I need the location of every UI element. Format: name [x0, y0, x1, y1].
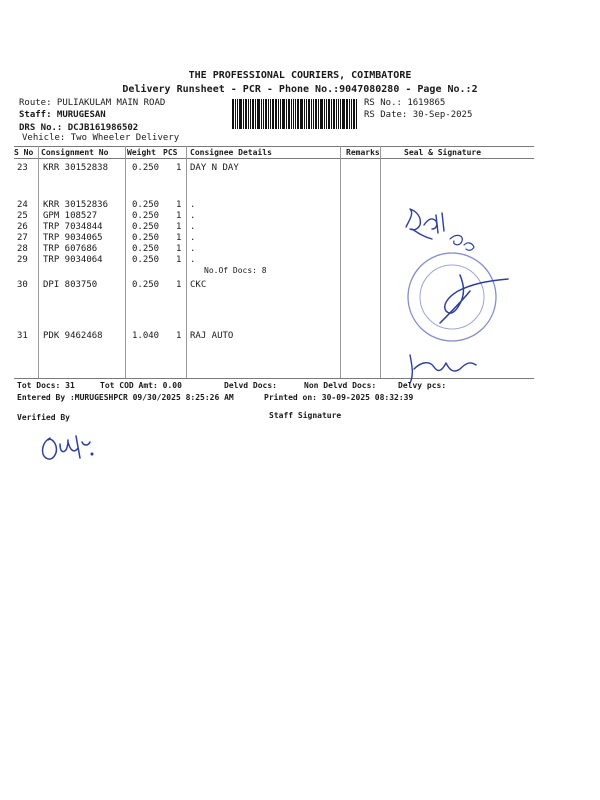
row-sno: 24 — [17, 200, 28, 210]
row-weight: 1.040 — [132, 331, 160, 341]
row-weight: 0.250 — [132, 255, 160, 265]
barcode-bar — [311, 99, 312, 129]
printed-on: Printed on: 30-09-2025 08:32:39 — [264, 393, 414, 402]
header-top-rule — [14, 146, 534, 147]
barcode-bar — [248, 99, 249, 129]
barcode-bar — [245, 99, 247, 129]
barcode-bar — [232, 99, 234, 129]
rs-date: RS Date: 30-Sep-2025 — [364, 110, 473, 120]
non-delivered-docs: Non Delvd Docs: — [304, 381, 377, 390]
row-sno: 27 — [17, 233, 28, 243]
row-weight: 0.250 — [132, 280, 160, 290]
rs-number: RS No.: 1619865 — [364, 98, 446, 108]
row-weight: 0.250 — [132, 244, 160, 254]
barcode-bar — [333, 99, 335, 129]
barcode-bar — [356, 99, 357, 129]
row-consignment: TRP 607686 — [43, 244, 98, 254]
drs-number: DRS No.: DCJB161986502 — [19, 123, 139, 133]
barcode — [232, 99, 360, 129]
barcode-bar — [250, 99, 251, 129]
no-of-docs: No.Of Docs: 8 — [204, 266, 267, 275]
barcode-bar — [324, 99, 325, 129]
delivery-pcs: Delvy pcs: — [398, 381, 447, 390]
col-header-sno: S No — [14, 148, 34, 157]
barcode-bar — [336, 99, 337, 129]
row-consignment: GPM 108527 — [43, 211, 98, 221]
total-docs: Tot Docs: 31 — [17, 381, 75, 390]
row-weight: 0.250 — [132, 233, 160, 243]
barcode-bar — [235, 99, 236, 129]
barcode-bar — [295, 99, 296, 129]
row-pcs: 1 — [176, 211, 182, 221]
row-pcs: 1 — [176, 233, 182, 243]
barcode-bar — [318, 99, 319, 129]
barcode-bar — [282, 99, 285, 129]
barcode-bar — [328, 99, 330, 129]
row-sno: 23 — [17, 163, 28, 173]
header-bottom-rule — [14, 158, 534, 159]
barcode-bar — [306, 99, 307, 129]
barcode-bar — [275, 99, 277, 129]
row-weight: 0.250 — [132, 200, 160, 210]
entered-by: Entered By :MURUGESHPCR 09/30/2025 8:25:26 AM — [17, 393, 234, 402]
barcode-bar — [293, 99, 294, 129]
col-divider — [125, 146, 126, 378]
row-sno: 25 — [17, 211, 28, 221]
barcode-bar — [286, 99, 287, 129]
row-sno: 28 — [17, 244, 28, 254]
row-consignee: . — [190, 255, 196, 265]
barcode-bar — [288, 99, 290, 129]
col-header-consignee: Consignee Details — [190, 148, 272, 157]
row-consignment: TRP 9034064 — [43, 255, 103, 265]
barcode-bar — [300, 99, 303, 129]
row-consignee: CKC — [190, 280, 207, 290]
barcode-bar — [349, 99, 350, 129]
verified-by-label: Verified By — [17, 413, 70, 422]
row-pcs: 1 — [176, 163, 182, 173]
row-weight: 0.250 — [132, 211, 160, 221]
delivered-docs: Delvd Docs: — [224, 381, 277, 390]
row-pcs: 1 — [176, 280, 182, 290]
row-consignment: KRR 30152836 — [43, 200, 109, 210]
row-consignment: KRR 30152838 — [43, 163, 109, 173]
barcode-bar — [261, 99, 262, 129]
col-divider — [38, 146, 39, 378]
barcode-bar — [297, 99, 299, 129]
vehicle-text: Vehicle: Two Wheeler Delivery — [22, 133, 180, 143]
total-cod-amount: Tot COD Amt: 0.00 — [100, 381, 182, 390]
barcode-bar — [243, 99, 244, 129]
barcode-bar — [340, 99, 341, 129]
col-header-pcs: PCS — [163, 148, 178, 157]
row-weight: 0.250 — [132, 222, 160, 232]
company-title: THE PROFESSIONAL COURIERS, COIMBATORE — [188, 70, 412, 81]
barcode-bar — [342, 99, 345, 129]
row-consignment: DPI 803750 — [43, 280, 98, 290]
row-pcs: 1 — [176, 222, 182, 232]
barcode-bar — [272, 99, 274, 129]
barcode-bar — [346, 99, 348, 129]
row-pcs: 1 — [176, 255, 182, 265]
barcode-bar — [331, 99, 332, 129]
barcode-bar — [265, 99, 267, 129]
runsheet-subtitle: Delivery Runsheet - PCR - Phone No.:9047080280 - Page No.:2 — [122, 84, 478, 95]
row-consignee: . — [190, 244, 196, 254]
staff-signature-label: Staff Signature — [269, 411, 342, 420]
row-consignment: TRP 7034844 — [43, 222, 103, 232]
barcode-bar — [315, 99, 317, 129]
barcode-bar — [304, 99, 305, 129]
barcode-bar — [239, 99, 242, 129]
col-header-consignment: Consignment No — [41, 148, 109, 157]
seal-stamp-and-signatures — [380, 195, 540, 390]
staff-text: Staff: MURUGESAN — [19, 110, 106, 120]
row-consignee: . — [190, 222, 196, 232]
barcode-bar — [353, 99, 355, 129]
row-consignee: DAY N DAY — [190, 163, 239, 173]
barcode-bar — [270, 99, 271, 129]
row-consignment: TRP 9034065 — [43, 233, 103, 243]
col-divider — [340, 146, 341, 378]
verified-by-signature — [36, 428, 106, 468]
barcode-bar — [291, 99, 292, 129]
col-divider — [186, 146, 187, 378]
barcode-bar — [268, 99, 269, 129]
row-consignment: PDK 9462468 — [43, 331, 103, 341]
barcode-bar — [263, 99, 264, 129]
row-consignee: . — [190, 233, 196, 243]
barcode-bar — [237, 99, 238, 129]
barcode-bar — [320, 99, 323, 129]
route-text: Route: PULIAKULAM MAIN ROAD — [19, 98, 166, 108]
barcode-bar — [280, 99, 281, 129]
row-consignee: RAJ AUTO — [190, 331, 234, 341]
barcode-bar — [351, 99, 352, 129]
barcode-bar — [257, 99, 260, 129]
col-header-remarks: Remarks — [346, 148, 380, 157]
barcode-bar — [338, 99, 339, 129]
row-consignee: . — [190, 211, 196, 221]
barcode-bar — [278, 99, 279, 129]
row-weight: 0.250 — [132, 163, 160, 173]
col-header-seal: Seal & Signature — [404, 148, 482, 157]
row-sno: 31 — [17, 331, 28, 341]
barcode-bar — [255, 99, 256, 129]
barcode-bar — [252, 99, 254, 129]
row-pcs: 1 — [176, 244, 182, 254]
barcode-bar — [326, 99, 327, 129]
barcode-bar — [308, 99, 310, 129]
row-sno: 29 — [17, 255, 28, 265]
row-sno: 30 — [17, 280, 28, 290]
barcode-bar — [313, 99, 314, 129]
row-pcs: 1 — [176, 200, 182, 210]
row-sno: 26 — [17, 222, 28, 232]
row-consignee: . — [190, 200, 196, 210]
row-pcs: 1 — [176, 331, 182, 341]
col-header-weight: Weight — [127, 148, 156, 157]
